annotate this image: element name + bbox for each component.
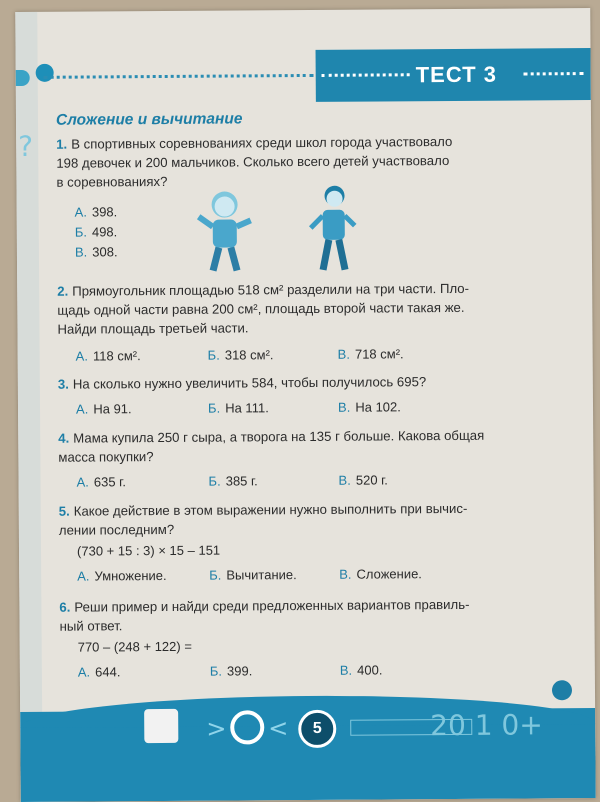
- question-number: 4.: [58, 430, 70, 446]
- question-text: Какое действие в этом выражении нужно выполнить при вычис-: [73, 500, 468, 519]
- answer-option[interactable]: Б. 399.: [209, 663, 253, 679]
- question-number: 3.: [57, 376, 69, 392]
- question-text: щадь одной части равна 200 см², площадь второй части такая же.: [57, 299, 465, 318]
- apple-icon: [36, 64, 54, 82]
- workbook-page: [15, 8, 596, 802]
- question-text: Мама купила 250 г сыра, а творога на 135 г больше. Какова общая: [73, 427, 485, 446]
- answer-option[interactable]: А. Умножение.: [77, 567, 167, 584]
- answer-option[interactable]: В. Сложение.: [339, 566, 422, 582]
- answer-option[interactable]: Б. Вычитание.: [209, 567, 297, 583]
- math-expression: 770 – (248 + 122) =: [77, 638, 192, 655]
- running-girl-illustration: [194, 186, 255, 276]
- answer-option[interactable]: Б. 318 см².: [207, 347, 274, 363]
- test-banner: [316, 48, 591, 102]
- magnifier-icon: [230, 710, 264, 744]
- test-title: ТЕСТ 3: [415, 61, 498, 88]
- question-5: [59, 498, 569, 540]
- puzzle-icon: [144, 709, 178, 743]
- question-text: Найди площадь третьей части.: [57, 320, 249, 337]
- page-number: 5: [298, 710, 336, 748]
- answer-option[interactable]: А. 635 г.: [76, 474, 126, 490]
- question-4: [58, 425, 568, 467]
- question-number: 5.: [58, 503, 70, 519]
- answer-option[interactable]: В. 718 см².: [337, 346, 404, 362]
- question-3: [58, 371, 568, 394]
- question-number: 2.: [57, 283, 69, 299]
- question-number: 6.: [59, 599, 71, 615]
- answer-option[interactable]: В. 520 г.: [338, 472, 388, 488]
- page-footer: [20, 708, 596, 802]
- banner-dots: [322, 73, 410, 77]
- question-text: На сколько нужно увеличить 584, чтобы получилось 695?: [72, 374, 427, 392]
- decor-shape: [16, 70, 30, 86]
- answer-option[interactable]: А. На 91.: [75, 401, 132, 417]
- banner-dots: [524, 72, 584, 75]
- question-number: 1.: [56, 136, 68, 152]
- answer-option[interactable]: В. 308.: [74, 244, 118, 260]
- question-2: [57, 278, 567, 339]
- answer-option[interactable]: А. 644.: [77, 664, 121, 680]
- question-text: 198 девочек и 200 мальчиков. Сколько всего детей участвовало: [56, 152, 450, 171]
- question-text: Реши пример и найди среди предложенных вариантов правиль-: [74, 596, 470, 615]
- question-text: масса покупки?: [58, 449, 154, 465]
- previous-page-edge: [15, 12, 43, 802]
- question-mark-icon: ?: [18, 129, 34, 163]
- answer-option[interactable]: Б. 385 г.: [208, 473, 258, 489]
- running-boy-illustration: [308, 182, 359, 276]
- answer-option[interactable]: А. 398.: [74, 204, 118, 220]
- answer-option[interactable]: Б. 498.: [74, 224, 118, 240]
- question-text: лении последним?: [58, 521, 175, 538]
- apple-icon: [552, 680, 572, 700]
- footer-decoration: 20 1 0+: [430, 708, 543, 743]
- question-text: Прямоугольник площадью 518 см² разделили на три части. Пло-: [72, 280, 470, 299]
- answer-option[interactable]: А. 118 см².: [75, 348, 141, 364]
- answer-option[interactable]: Б. На 111.: [207, 400, 269, 416]
- math-expression: (730 + 15 : 3) × 15 – 151: [76, 542, 221, 559]
- answer-option[interactable]: В. На 102.: [337, 399, 401, 415]
- answer-option[interactable]: В. 400.: [339, 662, 383, 678]
- question-text: ный ответ.: [59, 618, 123, 634]
- question-text: В спортивных соревнованиях среди школ города участвовало: [71, 133, 453, 152]
- chevron-right-icon: >: [206, 714, 227, 743]
- chevron-left-icon: <: [268, 714, 289, 743]
- question-6: [59, 594, 569, 636]
- question-text: в соревнованиях?: [56, 173, 168, 190]
- dotted-rule: [44, 74, 314, 79]
- section-title: Сложение и вычитание: [55, 110, 243, 129]
